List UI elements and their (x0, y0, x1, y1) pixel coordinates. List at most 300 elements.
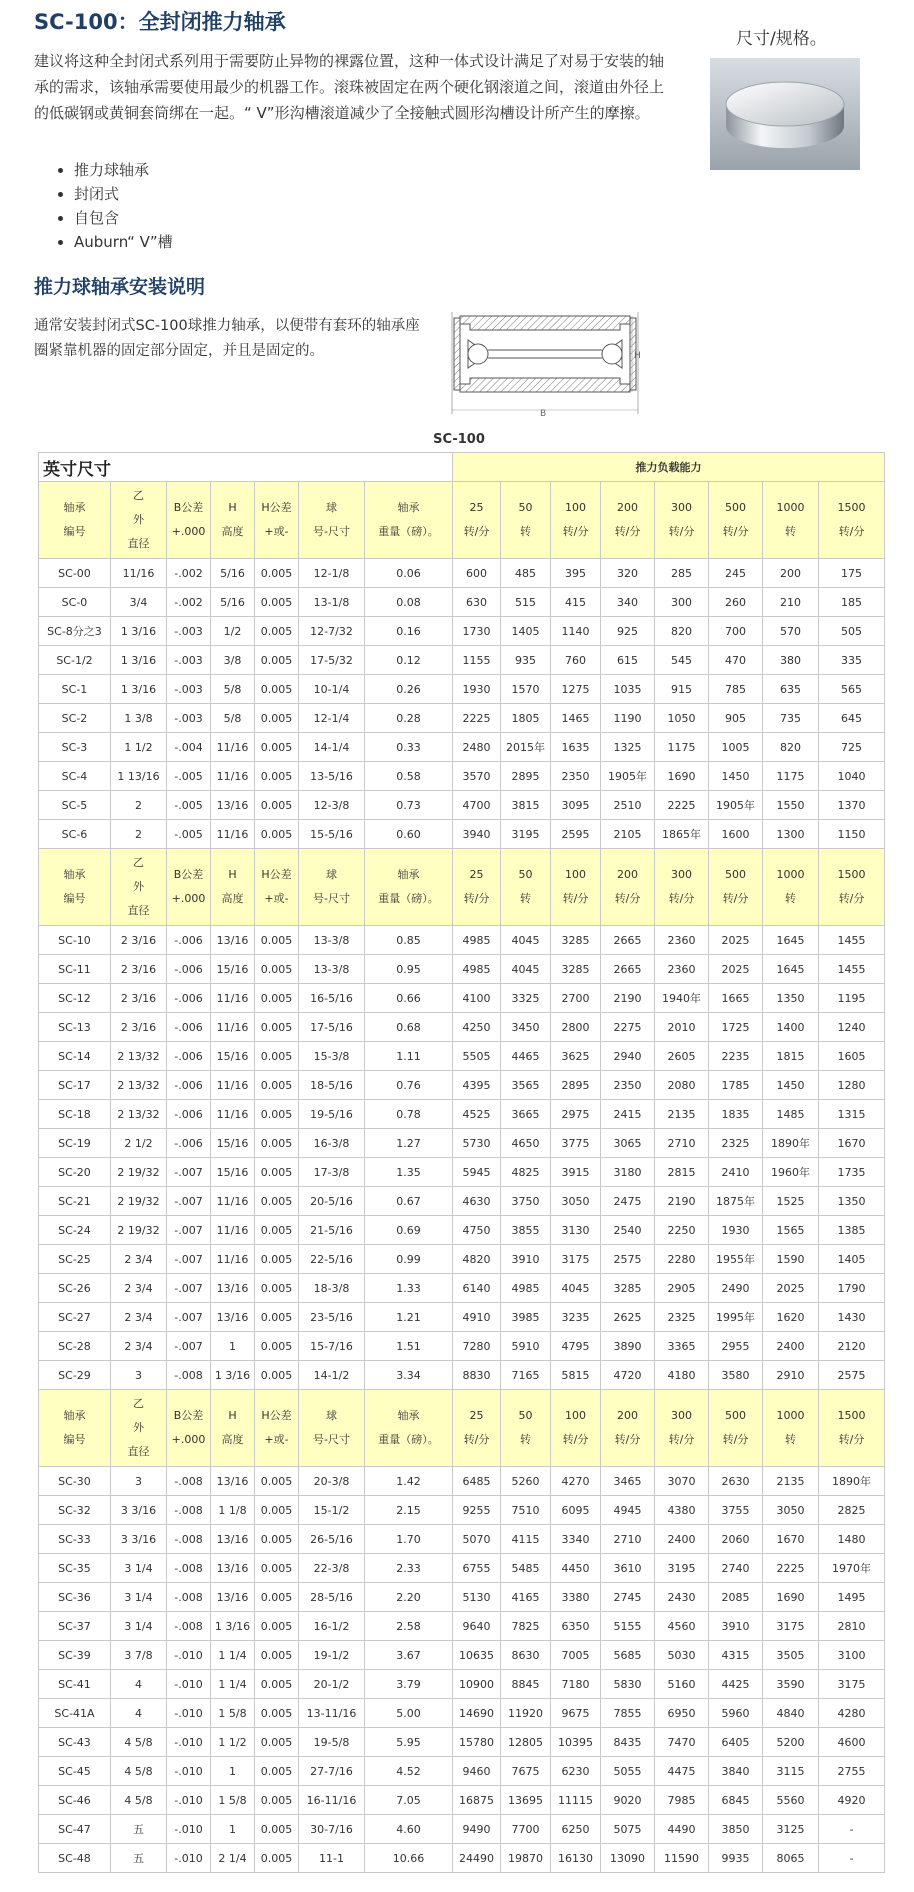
table-row (39, 820, 885, 849)
table-cell: 1930 (709, 1216, 763, 1245)
table-cell: 0.005 (255, 559, 299, 588)
table-cell: 23-5/16 (299, 1303, 365, 1332)
table-cell: 1485 (763, 1100, 819, 1129)
table-cell: 0.005 (255, 820, 299, 849)
table-cell: 1905年 (709, 791, 763, 820)
table-cell: 2825 (819, 1496, 885, 1525)
table-cell: 3890 (601, 1332, 655, 1361)
table-cell: -.005 (167, 791, 211, 820)
table-cell: 3590 (763, 1670, 819, 1699)
header-cell (299, 1390, 365, 1467)
table-cell: 0.005 (255, 1641, 299, 1670)
table-cell: 3625 (551, 1042, 601, 1071)
header-line: 重量（磅）。 (378, 1433, 439, 1446)
table-cell: 3100 (819, 1641, 885, 1670)
table-cell: 3750 (501, 1187, 551, 1216)
table-row (39, 1187, 885, 1216)
table-cell: 820 (655, 617, 709, 646)
table-cell: 0.06 (365, 559, 453, 588)
table-cell: 9490 (453, 1815, 501, 1844)
header-line: 转 (785, 1433, 797, 1446)
feature-item: • 自包含 (74, 206, 173, 230)
table-cell: 1600 (709, 820, 763, 849)
table-cell: 905 (709, 704, 763, 733)
table-cell: 645 (819, 704, 885, 733)
header-line: 转/分 (668, 1433, 695, 1446)
table-cell: -.006 (167, 1071, 211, 1100)
header-line: 300 (671, 868, 693, 881)
header-line: 200 (617, 501, 639, 514)
table-cell: 4250 (453, 1013, 501, 1042)
table-cell: 1670 (819, 1129, 885, 1158)
table-cell: 1525 (763, 1187, 819, 1216)
table-row (39, 1612, 885, 1641)
header-line: 号-尺寸 (313, 1433, 350, 1446)
header-cell (551, 482, 601, 559)
header-cell (551, 1390, 601, 1467)
table-cell: 3940 (453, 820, 501, 849)
table-cell: 4045 (501, 955, 551, 984)
table-cell: 5730 (453, 1129, 501, 1158)
table-cell: SC-5 (39, 791, 111, 820)
table-cell: 2 3/4 (111, 1332, 167, 1361)
table-cell: 2 13/32 (111, 1100, 167, 1129)
table-cell: 300 (655, 588, 709, 617)
table-cell: 2135 (763, 1467, 819, 1496)
table-cell: 3855 (501, 1216, 551, 1245)
table-cell: 4985 (501, 1274, 551, 1303)
table-cell: 6755 (453, 1554, 501, 1583)
table-cell: SC-17 (39, 1071, 111, 1100)
table-cell: 3050 (763, 1496, 819, 1525)
table-cell: 4280 (819, 1699, 885, 1728)
table-cell: -.008 (167, 1612, 211, 1641)
table-cell: -.004 (167, 733, 211, 762)
table-cell: 16875 (453, 1786, 501, 1815)
header-line: 50 (518, 1409, 533, 1422)
table-cell: 1890年 (819, 1467, 885, 1496)
table-cell: 2225 (655, 791, 709, 820)
table-cell: 4425 (709, 1670, 763, 1699)
table-cell: 5030 (655, 1641, 709, 1670)
header-line: 500 (725, 1409, 747, 1422)
table-cell: -.008 (167, 1467, 211, 1496)
table-cell: 2360 (655, 926, 709, 955)
table-cell: 2120 (819, 1332, 885, 1361)
table-cell: SC-26 (39, 1274, 111, 1303)
table-cell: 2025 (709, 955, 763, 984)
header-line: 转 (785, 525, 797, 538)
table-cell: 2910 (763, 1361, 819, 1390)
table-cell: 1155 (453, 646, 501, 675)
table-cell: 11-1 (299, 1844, 365, 1873)
install-title: 推力球轴承安装说明 (34, 276, 206, 298)
table-cell: 10635 (453, 1641, 501, 1670)
table-cell: 3180 (601, 1158, 655, 1187)
table-cell: SC-4 (39, 762, 111, 791)
table-cell: 2430 (655, 1583, 709, 1612)
table-cell: -.010 (167, 1844, 211, 1873)
table-cell: 1.27 (365, 1129, 453, 1158)
table-cell: 1 13/16 (111, 762, 167, 791)
header-line: 25 (469, 1409, 484, 1422)
header-line: 转/分 (722, 1433, 749, 1446)
table-cell: 4450 (551, 1554, 601, 1583)
table-cell: 6095 (551, 1496, 601, 1525)
table-row (39, 1728, 885, 1757)
table-cell: 4600 (819, 1728, 885, 1757)
table-cell: 4465 (501, 1042, 551, 1071)
table-cell: 3325 (501, 984, 551, 1013)
table-cell: 11/16 (211, 1071, 255, 1100)
table-row (39, 617, 885, 646)
table-cell: 7280 (453, 1332, 501, 1361)
table-cell: 11/16 (211, 1187, 255, 1216)
table-cell: 2 3/16 (111, 984, 167, 1013)
table-row (39, 1786, 885, 1815)
table-cell: 3.79 (365, 1670, 453, 1699)
header-line: H (228, 868, 237, 881)
table-cell: 19-1/2 (299, 1641, 365, 1670)
header-cell (39, 849, 111, 926)
header-cell (655, 482, 709, 559)
header-cell (365, 849, 453, 926)
table-cell: 4820 (453, 1245, 501, 1274)
table-cell: 13-3/8 (299, 955, 365, 984)
table-cell: 4380 (655, 1496, 709, 1525)
header-line: +.000 (171, 1433, 206, 1446)
table-cell: 8630 (501, 1641, 551, 1670)
table-cell: 820 (763, 733, 819, 762)
table-cell: 5685 (601, 1641, 655, 1670)
table-cell: 18-5/16 (299, 1071, 365, 1100)
table-cell: 1905年 (601, 762, 655, 791)
table-cell: -.006 (167, 926, 211, 955)
table-cell: 0.95 (365, 955, 453, 984)
table-cell: 1140 (551, 617, 601, 646)
table-cell: -.003 (167, 617, 211, 646)
table-cell: 2710 (655, 1129, 709, 1158)
table-cell: 2800 (551, 1013, 601, 1042)
spec-label: 尺寸/规格。 (736, 29, 827, 49)
table-cell: 3365 (655, 1332, 709, 1361)
table-cell: -.002 (167, 559, 211, 588)
table-cell: 6405 (709, 1728, 763, 1757)
header-line: +或- (264, 1433, 289, 1446)
table-cell: 5160 (655, 1670, 709, 1699)
table-cell: 五 (111, 1844, 167, 1873)
table-cell: SC-30 (39, 1467, 111, 1496)
table-cell: 0.005 (255, 1554, 299, 1583)
table-cell: -.007 (167, 1245, 211, 1274)
table-cell: 5155 (601, 1612, 655, 1641)
table-cell: 700 (709, 617, 763, 646)
table-cell: 260 (709, 588, 763, 617)
table-cell: 2665 (601, 926, 655, 955)
table-cell: 0.005 (255, 1612, 299, 1641)
table-cell: 12-1/4 (299, 704, 365, 733)
table-cell: 15-1/2 (299, 1496, 365, 1525)
table-cell: 2025 (709, 926, 763, 955)
table-cell: -.008 (167, 1496, 211, 1525)
header-line: 球 (326, 501, 337, 514)
table-cell: 0.005 (255, 1757, 299, 1786)
header-line: 转/分 (463, 1433, 490, 1446)
table-cell: 7005 (551, 1641, 601, 1670)
header-line: 100 (565, 1409, 587, 1422)
table-cell: 3285 (601, 1274, 655, 1303)
header-line: H (228, 1409, 237, 1422)
table-cell: 915 (655, 675, 709, 704)
table-cell: 2280 (655, 1245, 709, 1274)
spec-table (38, 452, 885, 1873)
table-cell: 0.005 (255, 1245, 299, 1274)
table-cell: 2 19/32 (111, 1158, 167, 1187)
table-cell: 0.005 (255, 1100, 299, 1129)
table-cell: 3 3/16 (111, 1525, 167, 1554)
table-cell: SC-25 (39, 1245, 111, 1274)
header-line: 轴承 (397, 868, 420, 881)
header-line: 转/分 (463, 525, 490, 538)
table-cell: 545 (655, 646, 709, 675)
table-cell: 2895 (501, 762, 551, 791)
table-cell: 4045 (551, 1274, 601, 1303)
table-cell: 6230 (551, 1757, 601, 1786)
table-row (39, 926, 885, 955)
header-line: 1000 (776, 1409, 805, 1422)
table-cell: 1995年 (709, 1303, 763, 1332)
table-cell: 7165 (501, 1361, 551, 1390)
table-cell: 5815 (551, 1361, 601, 1390)
table-cell: 3815 (501, 791, 551, 820)
table-cell: 3465 (601, 1467, 655, 1496)
table-cell: 1480 (819, 1525, 885, 1554)
table-cell: 7510 (501, 1496, 551, 1525)
table-cell: 6950 (655, 1699, 709, 1728)
table-cell: 1405 (819, 1245, 885, 1274)
header-line: 500 (725, 868, 747, 881)
table-cell: 1 1/2 (211, 1728, 255, 1757)
table-cell: 1 3/16 (111, 646, 167, 675)
table-cell: 3175 (551, 1245, 601, 1274)
table-cell: 15/16 (211, 955, 255, 984)
table-row (39, 733, 885, 762)
header-line: 转 (785, 892, 797, 905)
table-cell: 3 3/16 (111, 1496, 167, 1525)
table-cell: 1 (211, 1332, 255, 1361)
header-line: +.000 (171, 892, 206, 905)
table-cell: 2700 (551, 984, 601, 1013)
product-image (710, 58, 860, 170)
header-line: 1500 (837, 1409, 866, 1422)
table-cell: 1 3/16 (111, 675, 167, 704)
table-cell: 3285 (551, 926, 601, 955)
header-cell (819, 482, 885, 559)
header-line: B公差 (173, 868, 204, 881)
table-row (39, 1844, 885, 1873)
header-line: +.000 (171, 525, 206, 538)
header-cell (211, 482, 255, 559)
header-cell (39, 482, 111, 559)
table-cell: SC-2 (39, 704, 111, 733)
header-line: 1500 (837, 501, 866, 514)
table-cell: 0.12 (365, 646, 453, 675)
table-cell: 8065 (763, 1844, 819, 1873)
table-cell: SC-39 (39, 1641, 111, 1670)
table-cell: 4630 (453, 1187, 501, 1216)
table-cell: -.007 (167, 1332, 211, 1361)
table-row (39, 675, 885, 704)
table-caption: SC-100 (433, 432, 485, 447)
table-cell: 11/16 (211, 1100, 255, 1129)
table-cell: 2625 (601, 1303, 655, 1332)
table-row (39, 984, 885, 1013)
table-cell: 1645 (763, 955, 819, 984)
table-cell: -.007 (167, 1216, 211, 1245)
table-cell: 3 7/8 (111, 1641, 167, 1670)
table-cell: 0.005 (255, 646, 299, 675)
table-cell: 1605 (819, 1042, 885, 1071)
table-cell: 1735 (819, 1158, 885, 1187)
table-cell: 0.73 (365, 791, 453, 820)
table-cell: 5/16 (211, 559, 255, 588)
table-cell: 2325 (709, 1129, 763, 1158)
table-cell: 0.58 (365, 762, 453, 791)
table-cell: 1450 (709, 762, 763, 791)
table-cell: -.006 (167, 955, 211, 984)
header-line: 转/分 (838, 1433, 865, 1446)
table-cell: 9460 (453, 1757, 501, 1786)
table-cell: 1 1/4 (211, 1641, 255, 1670)
table-cell: 1 (211, 1757, 255, 1786)
table-cell: 0.68 (365, 1013, 453, 1042)
header-line: 转/分 (562, 1433, 589, 1446)
table-cell: 16130 (551, 1844, 601, 1873)
table-cell: -.003 (167, 646, 211, 675)
header-line: 1000 (776, 501, 805, 514)
table-cell: 0.99 (365, 1245, 453, 1274)
table-cell: 17-5/16 (299, 1013, 365, 1042)
table-cell: -.002 (167, 588, 211, 617)
table-cell: 5485 (501, 1554, 551, 1583)
table-cell: 0.005 (255, 1699, 299, 1728)
table-cell: 7180 (551, 1670, 601, 1699)
table-cell: 0.005 (255, 617, 299, 646)
header-line: 球 (326, 1409, 337, 1422)
header-line: H公差 (261, 868, 292, 881)
header-line: 转/分 (614, 892, 641, 905)
table-cell: 395 (551, 559, 601, 588)
table-cell: 1240 (819, 1013, 885, 1042)
header-cell (763, 849, 819, 926)
table-cell: 2010 (655, 1013, 709, 1042)
table-cell: 0.005 (255, 1216, 299, 1245)
header-line: 高度 (221, 892, 244, 905)
table-cell: 1550 (763, 791, 819, 820)
table-cell: 2105 (601, 820, 655, 849)
table-cell: SC-45 (39, 1757, 111, 1786)
table-row (39, 791, 885, 820)
table-cell: 565 (819, 675, 885, 704)
table-cell: 1430 (819, 1303, 885, 1332)
table-cell: 3580 (709, 1361, 763, 1390)
table-cell: 2665 (601, 955, 655, 984)
table-cell: 7675 (501, 1757, 551, 1786)
table-cell: 17-3/8 (299, 1158, 365, 1187)
header-cell (365, 482, 453, 559)
table-cell: 0.005 (255, 1158, 299, 1187)
header-cell (819, 849, 885, 926)
table-cell: 3 1/4 (111, 1612, 167, 1641)
table-cell: 2480 (453, 733, 501, 762)
table-cell: 20-3/8 (299, 1467, 365, 1496)
header-line: H公差 (261, 1409, 292, 1422)
table-cell: SC-27 (39, 1303, 111, 1332)
table-cell: 2015年 (501, 733, 551, 762)
table-cell: 1 3/8 (111, 704, 167, 733)
table-cell: 0.005 (255, 955, 299, 984)
table-cell: 7985 (655, 1786, 709, 1815)
table-cell: 4560 (655, 1612, 709, 1641)
table-cell: 11/16 (211, 762, 255, 791)
table-cell: 1195 (819, 984, 885, 1013)
table-cell: 1350 (763, 984, 819, 1013)
table-cell: 3570 (453, 762, 501, 791)
table-cell: SC-3 (39, 733, 111, 762)
header-cell (709, 849, 763, 926)
table-cell: 1405 (501, 617, 551, 646)
header-cell (39, 1390, 111, 1467)
table-cell: 0.76 (365, 1071, 453, 1100)
table-cell: 19-5/16 (299, 1100, 365, 1129)
header-line: 转/分 (668, 525, 695, 538)
header-line: 直径 (127, 904, 150, 917)
table-cell: 1960年 (763, 1158, 819, 1187)
table-cell: 1940年 (655, 984, 709, 1013)
header-line: 转/分 (614, 525, 641, 538)
table-row (39, 588, 885, 617)
table-cell: 11/16 (211, 733, 255, 762)
table-cell: 0.005 (255, 1844, 299, 1873)
table-cell: 2630 (709, 1467, 763, 1496)
table-cell: 340 (601, 588, 655, 617)
table-cell: 21-5/16 (299, 1216, 365, 1245)
table-cell: 2350 (601, 1071, 655, 1100)
bearing-diagram (448, 310, 642, 420)
header-line: 号-尺寸 (313, 525, 350, 538)
table-cell: -.007 (167, 1158, 211, 1187)
header-cell (601, 1390, 655, 1467)
table-cell: - (819, 1844, 885, 1873)
table-cell: 1150 (819, 820, 885, 849)
table-cell: 3610 (601, 1554, 655, 1583)
table-cell: 200 (763, 559, 819, 588)
table-cell: -.010 (167, 1699, 211, 1728)
table-cell: 0.28 (365, 704, 453, 733)
table-cell: 20-5/16 (299, 1187, 365, 1216)
table-cell: 3.34 (365, 1361, 453, 1390)
table-cell: 5960 (709, 1699, 763, 1728)
table-cell: 1280 (819, 1071, 885, 1100)
table-cell: SC-46 (39, 1786, 111, 1815)
table-cell: 2815 (655, 1158, 709, 1187)
table-cell: 12-3/8 (299, 791, 365, 820)
table-cell: 15/16 (211, 1042, 255, 1071)
table-row (39, 1332, 885, 1361)
header-line: H (228, 501, 237, 514)
table-category-row (39, 453, 885, 482)
table-cell: 0.005 (255, 675, 299, 704)
